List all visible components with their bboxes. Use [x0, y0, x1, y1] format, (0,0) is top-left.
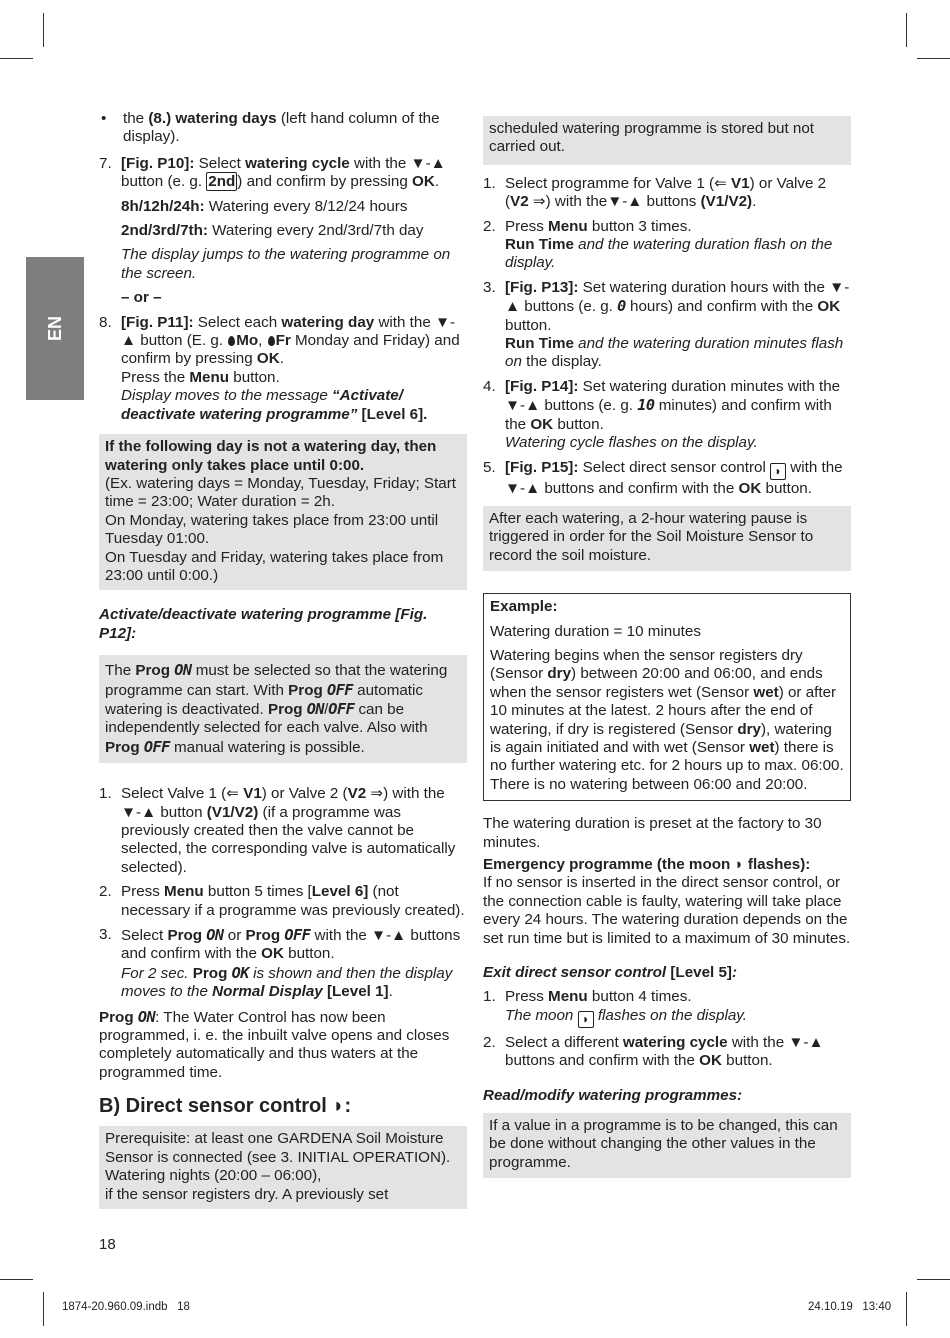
step-e1: 1. Press Menu button 4 times. The moon ◗ flashes on the display. — [483, 988, 747, 1026]
note-read-modify: If a value in a programme is to be changed, this can be done without changing the other values in the programme. — [483, 1113, 851, 1178]
moon-icon: ◗ — [578, 1011, 594, 1028]
crop-mark — [0, 1279, 33, 1280]
language-label: EN — [44, 316, 65, 342]
footer-file: 1874-20.960.09.indb 18 — [62, 1301, 190, 1313]
crop-mark — [917, 58, 950, 59]
step-l3: 3. Select Prog ON or Prog OFF with the ▼-▲ buttons and confirm with the OK button. For 2 sec. Prog OK is shown and then the display moves to the Normal Display [Level 1]. — [99, 926, 461, 1001]
step-r5: 5. [Fig. P15]: Select direct sensor control ◗ with the ▼-▲ buttons and confirm with the OK button. — [483, 458, 843, 497]
drop-icon — [268, 336, 275, 346]
crop-mark — [43, 13, 44, 47]
note-prog: The Prog ON must be selected so that the watering programme can start. With Prog OFF automatic watering is deactivated. Prog ON/OFF can be independently selected for each valve. Also with Prog OFF manual watering is possible. — [99, 655, 467, 763]
prog-on-paragraph: Prog ON: The Water Control has now been programmed, i. e. the inbuilt valve opens and closes completely automatically and thus waters at the programmed time. — [99, 1007, 450, 1081]
emergency-heading: Emergency programme (the moon ◗ flashes): — [483, 856, 811, 873]
heading-direct-sensor: B) Direct sensor control ◗: — [99, 1095, 352, 1118]
crop-mark — [0, 58, 33, 59]
page-number: 18 — [99, 1236, 116, 1253]
drop-icon — [228, 336, 235, 346]
note-watering-pause: After each watering, a 2-hour watering pause is triggered in order for the Soil Moisture Sensor to record the soil moisture. — [483, 506, 851, 571]
crop-mark — [43, 1292, 44, 1326]
right-column — [483, 116, 851, 1178]
arrow-right-icon: ⇒ — [370, 785, 384, 803]
crop-mark — [906, 13, 907, 47]
arrow-right-icon: ⇒ — [532, 193, 546, 211]
moon-icon: ◗ — [734, 856, 744, 873]
crop-mark — [906, 1292, 907, 1326]
bullet-icon: • — [101, 110, 107, 127]
arrow-left-icon: ⇐ — [226, 785, 239, 803]
example-box: Example: Watering duration = 10 minutes Watering begins when the sensor registers dry (Sensor dry) between 20:00 and 06:00, and ends when the sensor registers wet (Sensor wet) or after 10 minutes at the latest. 2 hours after the end of watering, if dry is registered (Sensor dry), watering is again initiated and with wet (Sensor wet) there is no further watering etc. for 2 hours up to max. 06:00. There is no watering between 06:00 and 20:00. — [483, 593, 851, 801]
step-l2: 2. Press Menu button 5 times [Level 6] (not necessary if a programme was previously created). — [99, 883, 465, 919]
heading-activate: Activate/deactivate watering programme [Fig. P12]: — [99, 606, 428, 642]
step-r2: 2. Press Menu button 3 times. Run Time and the watering duration flash on the display. — [483, 217, 833, 272]
heading-read-modify: Read/modify watering programmes: — [483, 1086, 743, 1104]
preset-paragraph: The watering duration is preset at the factory to 30 minutes. — [483, 815, 822, 851]
moon-icon: ◗ — [332, 1095, 345, 1118]
moon-icon: ◗ — [770, 463, 786, 480]
footer-date: 24.10.19 13:40 — [808, 1301, 892, 1313]
step-l1: 1. Select Valve 1 (⇐ V1) or Valve 2 (V2 ⇒) with the ▼-▲ button (V1/V2) (if a programme was previously created then the valve cannot be selected, the corresponding valve is automatically selected). — [99, 785, 456, 876]
step-e2: 2. Select a different watering cycle with the ▼-▲ buttons and confirm with the OK button. — [483, 1033, 824, 1070]
step-r1: 1. Select programme for Valve 1 (⇐ V1) or Valve 2 (V2 ⇒) with the▼-▲ buttons (V1/V2). — [483, 174, 827, 211]
heading-exit: Exit direct sensor control [Level 5]: — [483, 964, 738, 982]
step-r4: 4. [Fig. P14]: Set watering duration minutes with the ▼-▲ buttons (e. g. 10 minutes) and confirm with the OK button. Watering cycle flashes on the display. — [483, 377, 841, 452]
step-7: 7. [Fig. P10]: Select watering cycle with the ▼-▲ button (e. g. 2nd ) and confirm by pressing OK. 8h/12h/24h: Watering every 8/12/24 hours 2nd/3rd/7th: Watering every 2nd/3rd/7th day The display jumps to the watering programme on the screen. – or – — [99, 154, 451, 307]
step-r3: 3. [Fig. P13]: Set watering duration hours with the ▼-▲ buttons (e. g. 0 hours) and confirm with the OK button. Run Time and the watering duration minutes flash on the display. — [483, 278, 850, 371]
language-tab — [26, 257, 84, 400]
key-2nd: 2nd — [208, 173, 236, 191]
emergency-text: If no sensor is inserted in the direct sensor control, or the connection cable is faulty, watering will take place every 24 hours. The watering duration depends on the set run time but is limited to a maximum of 30 minutes. — [483, 874, 851, 947]
note-following-day: If the following day is not a watering day, then watering only takes place until 0:00. (Ex. watering days = Monday, Tuesday, Friday; Start time = 23:00; Water duration = 2h. On Monday, watering takes place from 23:00 until Tuesday 01:00. On Tuesday and Friday, watering takes place from 23:00 until 0:00.) — [99, 434, 467, 590]
note-prerequisite: Prerequisite: at least one GARDENA Soil Moisture Sensor is connected (see 3. INITIAL OPERATION). Watering nights (20:00 – 06:00), if the sensor registers dry. A previously set — [99, 1126, 467, 1209]
arrow-left-icon: ⇐ — [714, 174, 727, 192]
left-column — [99, 110, 467, 1209]
crop-mark — [917, 1279, 950, 1280]
note-continued: scheduled watering programme is stored but not carried out. — [483, 116, 851, 165]
bullet-item: • the (8.) watering days (left hand column of the display). — [101, 110, 440, 146]
step-8: 8. [Fig. P11]: Select each watering day with the ▼-▲ button (E. g. Mo, Fr Monday and Friday) and confirm by pressing OK. Press the Menu button. Display moves to the message “Activate/ deactivate watering programme” [Level 6]. — [99, 313, 460, 423]
